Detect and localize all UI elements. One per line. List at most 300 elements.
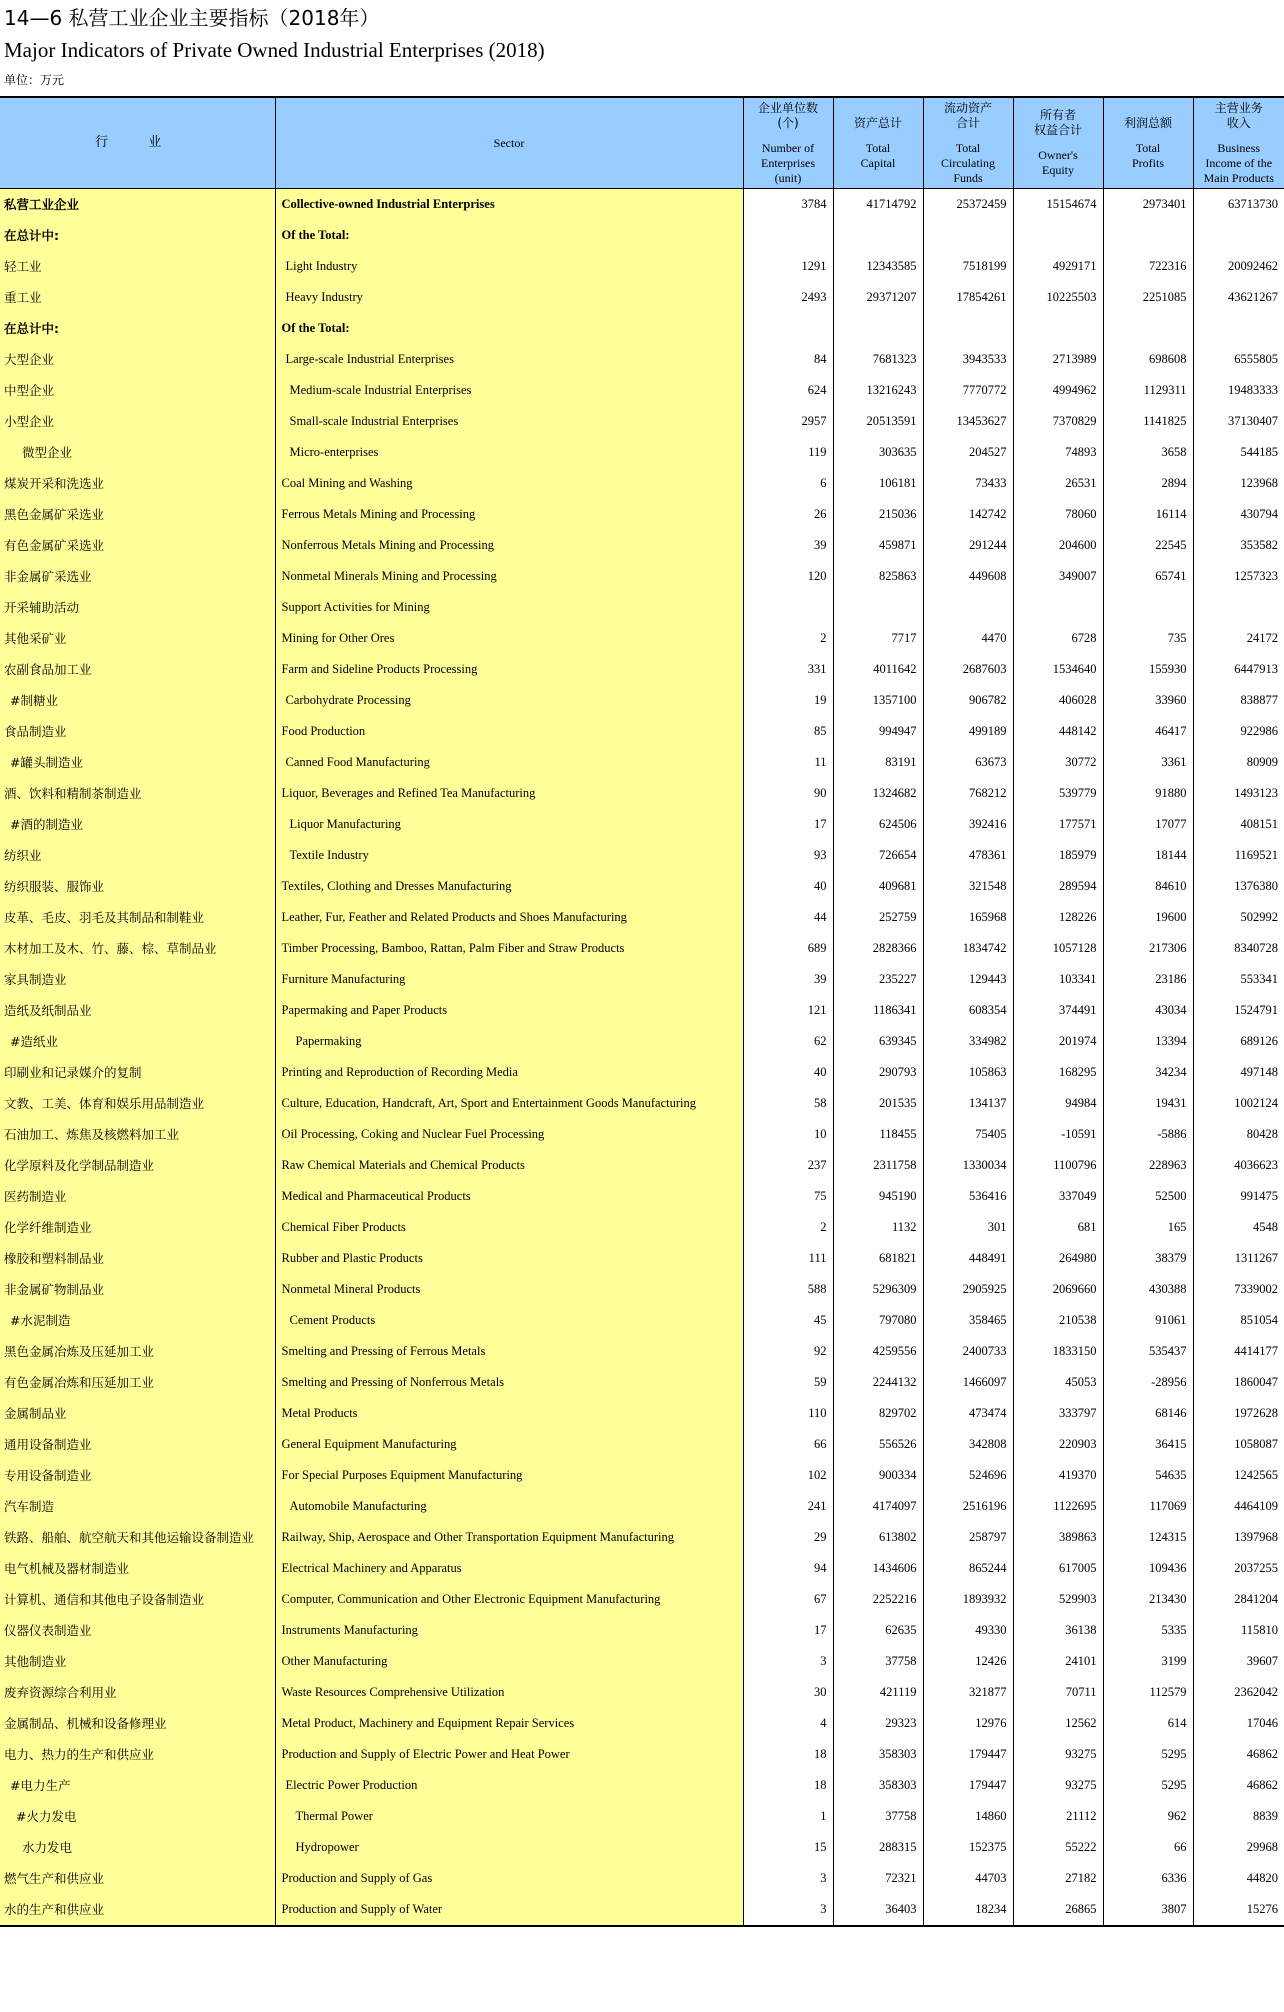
total-profits-cell: 2973401 (1103, 189, 1193, 221)
total-capital-cell: 215036 (833, 499, 923, 530)
total-profits-cell: 84610 (1103, 871, 1193, 902)
industry-cell: 黑色金属冶炼及压延加工业 (0, 1336, 275, 1367)
business-income-cell: 115810 (1193, 1615, 1284, 1646)
circulating-funds-cell: 129443 (923, 964, 1013, 995)
total-capital-cell: 825863 (833, 561, 923, 592)
total-capital-cell: 4174097 (833, 1491, 923, 1522)
owners-equity-cell: 74893 (1013, 437, 1103, 468)
table-row (0, 1274, 1284, 1305)
total-profits-cell: 109436 (1103, 1553, 1193, 1584)
table-row (0, 1026, 1284, 1057)
total-profits-cell: 3658 (1103, 437, 1193, 468)
sector-cell: Medium-scale Industrial Enterprises (275, 375, 743, 406)
circulating-funds-cell: 2687603 (923, 654, 1013, 685)
enterprises-cell: 62 (743, 1026, 833, 1057)
sector-cell: Cement Products (275, 1305, 743, 1336)
sector-cell: Electrical Machinery and Apparatus (275, 1553, 743, 1584)
enterprises-cell: 241 (743, 1491, 833, 1522)
table-row (0, 1429, 1284, 1460)
circulating-funds-cell: 301 (923, 1212, 1013, 1243)
business-income-cell (1193, 592, 1284, 623)
table-row (0, 437, 1284, 468)
sector-cell: Instruments Manufacturing (275, 1615, 743, 1646)
total-profits-cell: 16114 (1103, 499, 1193, 530)
total-capital-cell: 459871 (833, 530, 923, 561)
circulating-funds-cell: 2905925 (923, 1274, 1013, 1305)
table-row (0, 561, 1284, 592)
page-title-english: Major Indicators of Private Owned Industrial Enterprises (2018) (4, 38, 545, 62)
enterprises-cell: 2493 (743, 282, 833, 313)
total-capital-cell: 83191 (833, 747, 923, 778)
enterprises-cell: 40 (743, 871, 833, 902)
business-income-cell (1193, 220, 1284, 251)
enterprises-cell: 15 (743, 1832, 833, 1863)
circulating-funds-cell: 321877 (923, 1677, 1013, 1708)
circulating-funds-cell: 321548 (923, 871, 1013, 902)
total-capital-cell: 29371207 (833, 282, 923, 313)
enterprises-cell: 119 (743, 437, 833, 468)
table-row (0, 344, 1284, 375)
circulating-funds-cell: 865244 (923, 1553, 1013, 1584)
circulating-funds-cell: 1893932 (923, 1584, 1013, 1615)
industry-cell: 轻工业 (0, 251, 275, 282)
business-income-cell: 6447913 (1193, 654, 1284, 685)
circulating-funds-cell: 73433 (923, 468, 1013, 499)
header-owners-equity-cn: 所有者 权益合计 (1033, 108, 1082, 137)
industry-cell: 家具制造业 (0, 964, 275, 995)
circulating-funds-cell: 3943533 (923, 344, 1013, 375)
total-profits-cell: 38379 (1103, 1243, 1193, 1274)
total-capital-cell: 681821 (833, 1243, 923, 1274)
owners-equity-cell (1013, 592, 1103, 623)
business-income-cell: 1397968 (1193, 1522, 1284, 1553)
table-row (0, 654, 1284, 685)
enterprises-cell: 1291 (743, 251, 833, 282)
industry-cell: 医药制造业 (0, 1181, 275, 1212)
industry-cell: 电气机械及器材制造业 (0, 1553, 275, 1584)
circulating-funds-cell: 906782 (923, 685, 1013, 716)
table-row (0, 623, 1284, 654)
circulating-funds-cell: 334982 (923, 1026, 1013, 1057)
industry-cell: 重工业 (0, 282, 275, 313)
total-capital-cell: 358303 (833, 1770, 923, 1801)
total-profits-cell: -5886 (1103, 1119, 1193, 1150)
owners-equity-cell: 1833150 (1013, 1336, 1103, 1367)
owners-equity-cell: 4929171 (1013, 251, 1103, 282)
circulating-funds-cell: 13453627 (923, 406, 1013, 437)
table-row (0, 1646, 1284, 1677)
enterprises-cell: 102 (743, 1460, 833, 1491)
table-row (0, 1057, 1284, 1088)
owners-equity-cell: -10591 (1013, 1119, 1103, 1150)
owners-equity-cell: 529903 (1013, 1584, 1103, 1615)
table-row (0, 592, 1284, 623)
industry-cell: #罐头制造业 (0, 747, 275, 778)
enterprises-cell: 18 (743, 1770, 833, 1801)
total-profits-cell: 735 (1103, 623, 1193, 654)
table-row (0, 1677, 1284, 1708)
business-income-cell: 123968 (1193, 468, 1284, 499)
table-row (0, 1212, 1284, 1243)
business-income-cell: 851054 (1193, 1305, 1284, 1336)
industry-cell: 化学原料及化学制品制造业 (0, 1150, 275, 1181)
sector-cell: Textile Industry (275, 840, 743, 871)
enterprises-cell: 94 (743, 1553, 833, 1584)
enterprises-cell: 2957 (743, 406, 833, 437)
sector-cell: Metal Products (275, 1398, 743, 1429)
table-row (0, 530, 1284, 561)
total-capital-cell: 36403 (833, 1894, 923, 1926)
circulating-funds-cell: 1330034 (923, 1150, 1013, 1181)
total-profits-cell: 43034 (1103, 995, 1193, 1026)
enterprises-cell: 2 (743, 1212, 833, 1243)
sector-cell: Farm and Sideline Products Processing (275, 654, 743, 685)
industry-cell: 铁路、船舶、航空航天和其他运输设备制造业 (0, 1522, 275, 1553)
table-row (0, 1615, 1284, 1646)
industry-cell: #电力生产 (0, 1770, 275, 1801)
industry-cell: 小型企业 (0, 406, 275, 437)
business-income-cell: 6555805 (1193, 344, 1284, 375)
owners-equity-cell: 103341 (1013, 964, 1103, 995)
total-capital-cell: 20513591 (833, 406, 923, 437)
table-row (0, 778, 1284, 809)
owners-equity-cell: 30772 (1013, 747, 1103, 778)
business-income-cell: 689126 (1193, 1026, 1284, 1057)
industry-cell: 酒、饮料和精制茶制造业 (0, 778, 275, 809)
sector-cell: Medical and Pharmaceutical Products (275, 1181, 743, 1212)
total-capital-cell: 5296309 (833, 1274, 923, 1305)
total-capital-cell: 7681323 (833, 344, 923, 375)
circulating-funds-cell: 49330 (923, 1615, 1013, 1646)
table-row (0, 1336, 1284, 1367)
industry-cell: 大型企业 (0, 344, 275, 375)
business-income-cell: 2037255 (1193, 1553, 1284, 1584)
enterprises-cell: 1 (743, 1801, 833, 1832)
business-income-cell: 544185 (1193, 437, 1284, 468)
business-income-cell: 553341 (1193, 964, 1284, 995)
table-row (0, 499, 1284, 530)
owners-equity-cell: 389863 (1013, 1522, 1103, 1553)
table-row (0, 1553, 1284, 1584)
business-income-cell: 46862 (1193, 1739, 1284, 1770)
header-enterprises-cn: 企业单位数 (个) (757, 100, 818, 130)
business-income-cell: 15276 (1193, 1894, 1284, 1926)
table-row (0, 716, 1284, 747)
circulating-funds-cell: 524696 (923, 1460, 1013, 1491)
industry-cell: 非金属矿物制品业 (0, 1274, 275, 1305)
total-capital-cell: 106181 (833, 468, 923, 499)
sector-cell: Liquor Manufacturing (275, 809, 743, 840)
enterprises-cell: 3 (743, 1894, 833, 1926)
enterprises-cell: 85 (743, 716, 833, 747)
header-total-profits (1103, 97, 1193, 189)
circulating-funds-cell (923, 592, 1013, 623)
enterprises-cell: 17 (743, 809, 833, 840)
table-row (0, 220, 1284, 251)
enterprises-cell: 75 (743, 1181, 833, 1212)
enterprises-cell: 26 (743, 499, 833, 530)
owners-equity-cell: 4994962 (1013, 375, 1103, 406)
total-capital-cell: 1357100 (833, 685, 923, 716)
sector-cell: Papermaking (275, 1026, 743, 1057)
header-total-capital-en: Total Capital (860, 140, 896, 170)
business-income-cell: 430794 (1193, 499, 1284, 530)
total-profits-cell: 5295 (1103, 1739, 1193, 1770)
total-profits-cell: 117069 (1103, 1491, 1193, 1522)
header-total-profits-en: Total Profits (1131, 140, 1164, 170)
owners-equity-cell: 168295 (1013, 1057, 1103, 1088)
total-profits-cell: 535437 (1103, 1336, 1193, 1367)
owners-equity-cell: 374491 (1013, 995, 1103, 1026)
table-row (0, 1460, 1284, 1491)
owners-equity-cell: 1057128 (1013, 933, 1103, 964)
enterprises-cell: 3 (743, 1863, 833, 1894)
table-row (0, 747, 1284, 778)
industry-cell: 橡胶和塑料制品业 (0, 1243, 275, 1274)
owners-equity-cell: 337049 (1013, 1181, 1103, 1212)
business-income-cell: 8340728 (1193, 933, 1284, 964)
table-row (0, 251, 1284, 282)
business-income-cell: 44820 (1193, 1863, 1284, 1894)
sector-cell: Support Activities for Mining (275, 592, 743, 623)
sector-cell: Papermaking and Paper Products (275, 995, 743, 1026)
sector-cell: Smelting and Pressing of Ferrous Metals (275, 1336, 743, 1367)
owners-equity-cell: 2069660 (1013, 1274, 1103, 1305)
total-capital-cell: 37758 (833, 1646, 923, 1677)
industry-cell: 有色金属矿采选业 (0, 530, 275, 561)
total-capital-cell: 639345 (833, 1026, 923, 1057)
enterprises-cell: 84 (743, 344, 833, 375)
sector-cell: Rubber and Plastic Products (275, 1243, 743, 1274)
circulating-funds-cell: 12426 (923, 1646, 1013, 1677)
table-row (0, 189, 1284, 221)
business-income-cell: 7339002 (1193, 1274, 1284, 1305)
business-income-cell: 2362042 (1193, 1677, 1284, 1708)
total-profits-cell: 2894 (1103, 468, 1193, 499)
total-capital-cell: 29323 (833, 1708, 923, 1739)
total-profits-cell: 91061 (1103, 1305, 1193, 1336)
sector-cell: Liquor, Beverages and Refined Tea Manufacturing (275, 778, 743, 809)
table-row (0, 995, 1284, 1026)
table-row (0, 1367, 1284, 1398)
enterprises-cell: 29 (743, 1522, 833, 1553)
owners-equity-cell: 93275 (1013, 1739, 1103, 1770)
total-capital-cell: 1132 (833, 1212, 923, 1243)
sector-cell: Oil Processing, Coking and Nuclear Fuel Processing (275, 1119, 743, 1150)
total-profits-cell: 22545 (1103, 530, 1193, 561)
sector-cell: Large-scale Industrial Enterprises (275, 344, 743, 375)
total-profits-cell: 217306 (1103, 933, 1193, 964)
industry-cell: 燃气生产和供应业 (0, 1863, 275, 1894)
table-row (0, 1491, 1284, 1522)
total-profits-cell: 698608 (1103, 344, 1193, 375)
total-capital-cell: 72321 (833, 1863, 923, 1894)
table-body (0, 189, 1284, 1927)
owners-equity-cell: 7370829 (1013, 406, 1103, 437)
owners-equity-cell: 128226 (1013, 902, 1103, 933)
table-row (0, 809, 1284, 840)
total-capital-cell: 994947 (833, 716, 923, 747)
enterprises-cell: 331 (743, 654, 833, 685)
enterprises-cell: 17 (743, 1615, 833, 1646)
circulating-funds-cell: 448491 (923, 1243, 1013, 1274)
business-income-cell: 4036623 (1193, 1150, 1284, 1181)
circulating-funds-cell: 392416 (923, 809, 1013, 840)
enterprises-cell: 11 (743, 747, 833, 778)
circulating-funds-cell: 63673 (923, 747, 1013, 778)
sector-cell: Production and Supply of Gas (275, 1863, 743, 1894)
total-profits-cell: -28956 (1103, 1367, 1193, 1398)
circulating-funds-cell: 608354 (923, 995, 1013, 1026)
total-capital-cell: 2252216 (833, 1584, 923, 1615)
circulating-funds-cell: 179447 (923, 1770, 1013, 1801)
circulating-funds-cell: 25372459 (923, 189, 1013, 221)
enterprises-cell: 6 (743, 468, 833, 499)
table-row (0, 902, 1284, 933)
business-income-cell: 39607 (1193, 1646, 1284, 1677)
sector-cell: Computer, Communication and Other Electronic Equipment Manufacturing (275, 1584, 743, 1615)
owners-equity-cell: 1100796 (1013, 1150, 1103, 1181)
business-income-cell: 43621267 (1193, 282, 1284, 313)
total-profits-cell: 34234 (1103, 1057, 1193, 1088)
total-capital-cell: 288315 (833, 1832, 923, 1863)
owners-equity-cell: 177571 (1013, 809, 1103, 840)
header-circulating-funds-cn: 流动资产 合计 (943, 100, 992, 130)
header-business-income-cn: 主营业务 收入 (1214, 100, 1263, 130)
circulating-funds-cell: 179447 (923, 1739, 1013, 1770)
total-profits-cell: 66 (1103, 1832, 1193, 1863)
sector-cell: Of the Total: (275, 220, 743, 251)
industry-cell: 计算机、通信和其他电子设备制造业 (0, 1584, 275, 1615)
circulating-funds-cell: 1466097 (923, 1367, 1013, 1398)
business-income-cell: 1376380 (1193, 871, 1284, 902)
header-enterprises-en: Number of Enterprises (unit) (761, 140, 815, 185)
business-income-cell: 8839 (1193, 1801, 1284, 1832)
owners-equity-cell: 220903 (1013, 1429, 1103, 1460)
total-profits-cell: 962 (1103, 1801, 1193, 1832)
owners-equity-cell: 204600 (1013, 530, 1103, 561)
enterprises-cell: 10 (743, 1119, 833, 1150)
enterprises-cell: 66 (743, 1429, 833, 1460)
total-profits-cell (1103, 220, 1193, 251)
table-row (0, 1739, 1284, 1770)
total-capital-cell: 2244132 (833, 1367, 923, 1398)
table-row (0, 375, 1284, 406)
sector-cell: Thermal Power (275, 1801, 743, 1832)
sector-cell: Electric Power Production (275, 1770, 743, 1801)
total-capital-cell: 945190 (833, 1181, 923, 1212)
sector-cell: Culture, Education, Handcraft, Art, Sport and Entertainment Goods Manufacturing (275, 1088, 743, 1119)
owners-equity-cell: 333797 (1013, 1398, 1103, 1429)
circulating-funds-cell: 342808 (923, 1429, 1013, 1460)
total-capital-cell: 1324682 (833, 778, 923, 809)
total-profits-cell: 3807 (1103, 1894, 1193, 1926)
total-profits-cell: 19431 (1103, 1088, 1193, 1119)
indicators-table (0, 96, 1284, 1927)
industry-cell: 农副食品加工业 (0, 654, 275, 685)
table-row (0, 1770, 1284, 1801)
industry-cell: 通用设备制造业 (0, 1429, 275, 1460)
business-income-cell: 497148 (1193, 1057, 1284, 1088)
industry-cell: #制糖业 (0, 685, 275, 716)
owners-equity-cell: 185979 (1013, 840, 1103, 871)
owners-equity-cell: 15154674 (1013, 189, 1103, 221)
total-profits-cell: 91880 (1103, 778, 1193, 809)
total-capital-cell: 235227 (833, 964, 923, 995)
total-capital-cell: 4259556 (833, 1336, 923, 1367)
industry-cell: 中型企业 (0, 375, 275, 406)
circulating-funds-cell: 105863 (923, 1057, 1013, 1088)
total-profits-cell: 112579 (1103, 1677, 1193, 1708)
enterprises-cell: 121 (743, 995, 833, 1026)
business-income-cell: 1169521 (1193, 840, 1284, 871)
sector-cell: Textiles, Clothing and Dresses Manufacturing (275, 871, 743, 902)
industry-cell: 皮革、毛皮、羽毛及其制品和制鞋业 (0, 902, 275, 933)
circulating-funds-cell: 4470 (923, 623, 1013, 654)
total-profits-cell: 124315 (1103, 1522, 1193, 1553)
table-row (0, 1243, 1284, 1274)
business-income-cell: 46862 (1193, 1770, 1284, 1801)
industry-cell: #火力发电 (0, 1801, 275, 1832)
industry-cell: 文教、工美、体育和娱乐用品制造业 (0, 1088, 275, 1119)
owners-equity-cell: 349007 (1013, 561, 1103, 592)
industry-cell: 纺织服装、服饰业 (0, 871, 275, 902)
total-capital-cell: 4011642 (833, 654, 923, 685)
industry-cell: 黑色金属矿采选业 (0, 499, 275, 530)
owners-equity-cell: 201974 (1013, 1026, 1103, 1057)
total-capital-cell (833, 592, 923, 623)
owners-equity-cell: 406028 (1013, 685, 1103, 716)
business-income-cell: 502992 (1193, 902, 1284, 933)
total-profits-cell: 17077 (1103, 809, 1193, 840)
total-capital-cell: 41714792 (833, 189, 923, 221)
business-income-cell: 2841204 (1193, 1584, 1284, 1615)
enterprises-cell: 92 (743, 1336, 833, 1367)
circulating-funds-cell: 499189 (923, 716, 1013, 747)
circulating-funds-cell: 768212 (923, 778, 1013, 809)
enterprises-cell: 39 (743, 964, 833, 995)
owners-equity-cell: 45053 (1013, 1367, 1103, 1398)
industry-cell: #酒的制造业 (0, 809, 275, 840)
industry-cell: 微型企业 (0, 437, 275, 468)
industry-cell: 煤炭开采和洗选业 (0, 468, 275, 499)
business-income-cell: 29968 (1193, 1832, 1284, 1863)
total-capital-cell: 252759 (833, 902, 923, 933)
total-profits-cell (1103, 592, 1193, 623)
sector-cell: Chemical Fiber Products (275, 1212, 743, 1243)
enterprises-cell: 237 (743, 1150, 833, 1181)
enterprises-cell (743, 220, 833, 251)
business-income-cell: 63713730 (1193, 189, 1284, 221)
total-capital-cell: 409681 (833, 871, 923, 902)
total-capital-cell: 900334 (833, 1460, 923, 1491)
business-income-cell: 80428 (1193, 1119, 1284, 1150)
total-profits-cell (1103, 313, 1193, 344)
owners-equity-cell: 94984 (1013, 1088, 1103, 1119)
owners-equity-cell (1013, 220, 1103, 251)
total-capital-cell: 613802 (833, 1522, 923, 1553)
business-income-cell: 4548 (1193, 1212, 1284, 1243)
table-row (0, 1088, 1284, 1119)
total-profits-cell: 46417 (1103, 716, 1193, 747)
total-capital-cell: 201535 (833, 1088, 923, 1119)
sector-cell: Production and Supply of Water (275, 1894, 743, 1926)
enterprises-cell: 2 (743, 623, 833, 654)
table-row (0, 1398, 1284, 1429)
owners-equity-cell: 78060 (1013, 499, 1103, 530)
total-capital-cell: 1186341 (833, 995, 923, 1026)
sector-cell: Furniture Manufacturing (275, 964, 743, 995)
